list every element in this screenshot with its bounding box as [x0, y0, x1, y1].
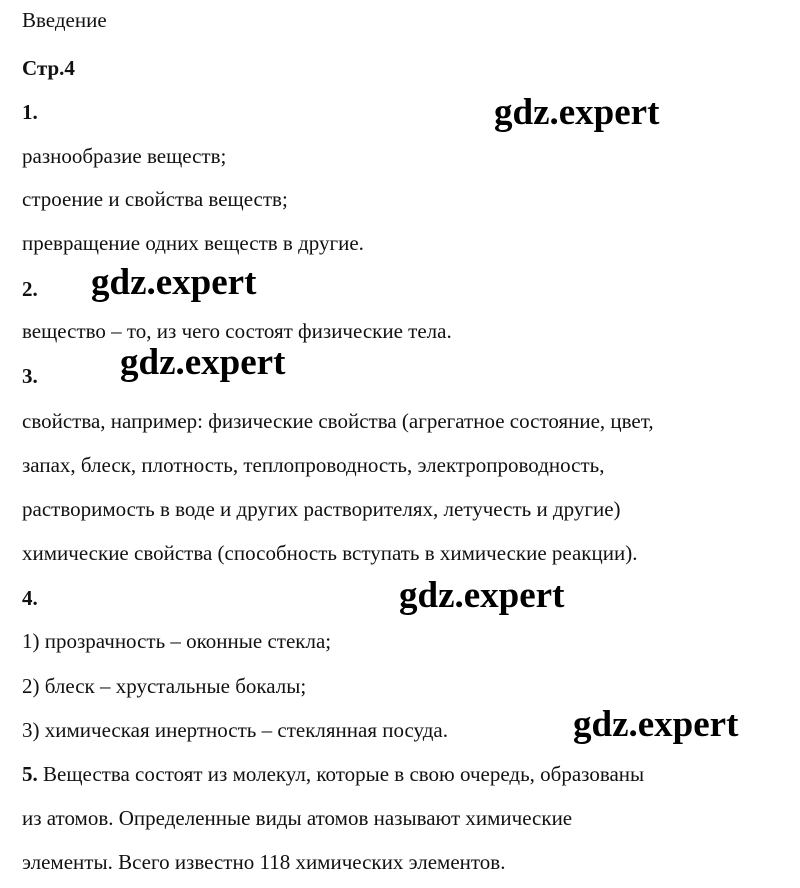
answer-1-line-2: строение и свойства веществ;: [22, 187, 288, 211]
answer-3-line-3: растворимость в воде и других растворителях, летучесть и другие): [22, 497, 621, 521]
answer-5-line-1: [22, 764, 644, 785]
answer-1-line-1: разнообразие веществ;: [22, 144, 227, 168]
answer-5-line-3: элементы. Всего известно 118 химических элементов.: [22, 850, 506, 874]
answer-4-line-2: 2) блеск – хрустальные бокалы;: [22, 674, 307, 698]
answer-3-line-2: запах, блеск, плотность, теплопроводность, электропроводность,: [22, 453, 605, 477]
question-4-number: 4.: [22, 586, 38, 610]
answer-4-line-3: 3) химическая инертность – стеклянная посуда.: [22, 718, 448, 742]
watermark-3: gdz.expert: [120, 342, 286, 383]
answer-3-line-1: свойства, например: физические свойства (агрегатное состояние, цвет,: [22, 409, 654, 433]
watermark-4: gdz.expert: [399, 575, 565, 616]
question-2-number: 2.: [22, 277, 38, 301]
watermark-1: gdz.expert: [494, 92, 660, 133]
answer-3-line-4: химические свойства (способность вступать в химические реакции).: [22, 541, 638, 565]
question-3-number: 3.: [22, 364, 38, 388]
watermark-2: gdz.expert: [91, 262, 257, 303]
answer-5-line-2: из атомов. Определенные виды атомов называют химические: [22, 806, 573, 830]
question-5-number: 5.: [22, 762, 38, 786]
answer-4-line-1: 1) прозрачность – оконные стекла;: [22, 629, 332, 653]
answer-5-line-1-text: Вещества состоят из молекул, которые в свою очередь, образованы: [37, 762, 645, 786]
section-title: Введение: [22, 8, 107, 32]
answer-1-line-3: превращение одних веществ в другие.: [22, 231, 364, 255]
page-label: Стр.4: [22, 56, 75, 80]
question-1-number: 1.: [22, 100, 38, 124]
watermark-5: gdz.expert: [573, 704, 739, 745]
answer-2-line-1: вещество – то, из чего состоят физические тела.: [22, 319, 452, 343]
